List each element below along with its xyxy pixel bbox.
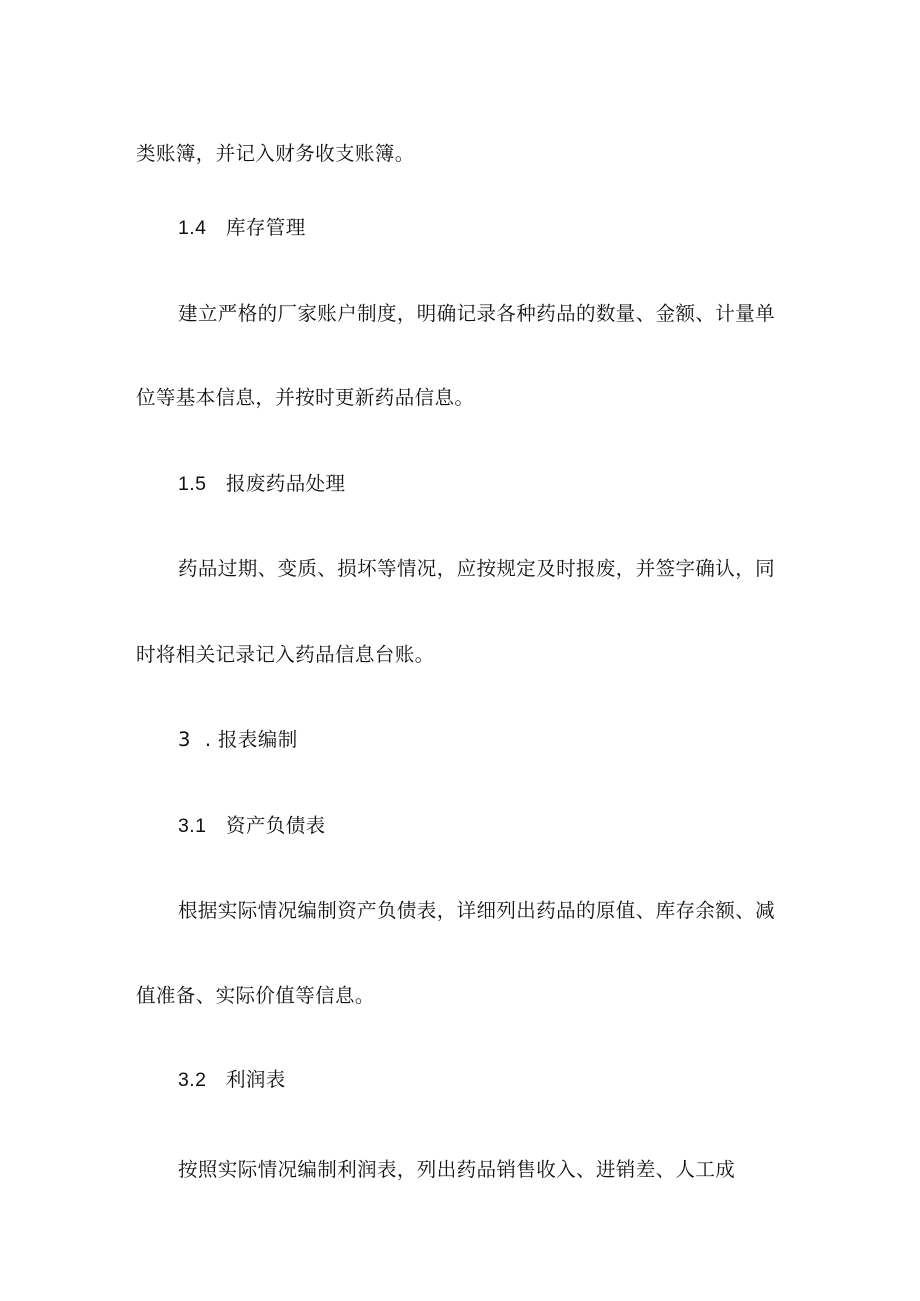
section-heading-3-2: [178, 1068, 286, 1092]
section-title: . 报表编制: [204, 728, 298, 751]
section-heading-1-5: [178, 472, 345, 496]
paragraph-line: 建立严格的厂家账户制度，明确记录各种药品的数量、金额、计量单: [178, 302, 776, 325]
paragraph-line: 时将相关记录记入药品信息台账。: [136, 643, 435, 666]
paragraph-line: 值准备、实际价值等信息。: [136, 984, 375, 1007]
section-number: 1.5: [178, 473, 207, 495]
section-title: 利润表: [226, 1068, 286, 1091]
section-number: 3.1: [178, 815, 207, 837]
section-number: 1.4: [178, 217, 207, 239]
paragraph-line: 按照实际情况编制利润表，列出药品销售收入、进销差、人工成: [178, 1158, 736, 1181]
paragraph-continuation: 类账簿，并记入财务收支账簿。: [136, 142, 415, 165]
section-number: 3.2: [178, 1069, 207, 1091]
section-heading-1-4: [178, 216, 306, 240]
section-number: 3: [178, 728, 191, 751]
section-heading-3-1: [178, 814, 326, 838]
section-title: 资产负债表: [226, 814, 326, 837]
paragraph-line: 药品过期、变质、损坏等情况，应按规定及时报废，并签字确认，同: [178, 557, 776, 580]
paragraph-line: 根据实际情况编制资产负债表，详细列出药品的原值、库存余额、减: [178, 899, 776, 922]
section-title: 报废药品处理: [226, 472, 346, 495]
section-heading-3: [178, 728, 298, 752]
paragraph-line: 位等基本信息，并按时更新药品信息。: [136, 386, 475, 409]
section-title: 库存管理: [226, 216, 306, 239]
